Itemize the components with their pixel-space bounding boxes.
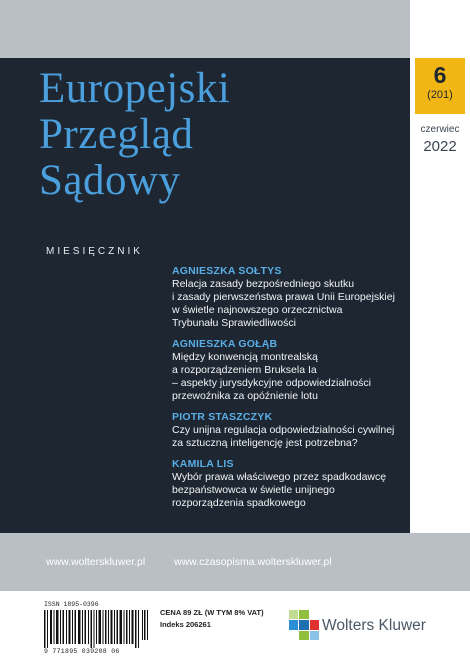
issn-label: ISSN 1895-0396	[44, 601, 99, 608]
top-gray-band	[0, 0, 410, 58]
title-line-1: Europejski	[39, 65, 231, 112]
article-title: Wybór prawa właściwego przez spadkodawcę bezpaństwowca w świetle unijnego rozporządzenia spadkowego	[172, 471, 387, 509]
article-author: AGNIESZKA SOŁTYS	[172, 265, 282, 277]
journal-subtitle: MIESIĘCZNIK	[46, 246, 143, 257]
table-of-contents	[172, 264, 404, 517]
issue-year: 2022	[423, 138, 457, 155]
price-label: CENA 89 ZŁ (W TYM 8% VAT)	[160, 608, 264, 617]
barcode-icon	[44, 610, 150, 648]
article-entry	[172, 264, 404, 330]
journals-url[interactable]: www.czasopisma.wolterskluwer.pl	[174, 556, 332, 568]
publisher-name: Wolters Kluwer	[322, 617, 426, 634]
title-line-3: Sądowy	[39, 157, 181, 204]
title-line-2: Przegląd	[39, 111, 194, 158]
article-title: Czy unijna regulacja odpowiedzialności cywilnej za sztuczną inteligencję jest potrzebna?	[172, 424, 395, 449]
issue-number: 6	[433, 62, 447, 88]
article-entry	[172, 457, 404, 510]
article-author: PIOTR STASZCZYK	[172, 411, 273, 423]
issue-number-box	[415, 58, 465, 114]
article-entry	[172, 337, 404, 403]
issue-month: czerwiec	[420, 124, 460, 135]
barcode-digits: 9 771895 039208 06	[44, 648, 120, 655]
right-strip-top	[410, 0, 470, 58]
wolters-kluwer-logo-icon	[289, 610, 319, 640]
article-author: AGNIESZKA GOŁĄB	[172, 338, 278, 350]
article-entry	[172, 410, 404, 450]
index-label: Indeks 206261	[160, 620, 211, 629]
issue-sequence: (201)	[427, 89, 453, 101]
article-title: Relacja zasady bezpośredniego skutku i zasady pierwszeństwa prawa Unii Europejskiej w świetle najnowszego orzecznictwa Trybunału Sprawiedliwości	[172, 278, 395, 329]
publisher-url[interactable]: www.wolterskluwer.pl	[46, 556, 146, 568]
article-author: KAMILA LIS	[172, 458, 234, 470]
article-title: Między konwencją montrealską a rozporządzeniem Bruksela Ia – aspekty jurysdykcyjne odpowiedzialności przewoźnika za opóźnienie lotu	[172, 351, 372, 402]
journal-title	[39, 66, 230, 204]
